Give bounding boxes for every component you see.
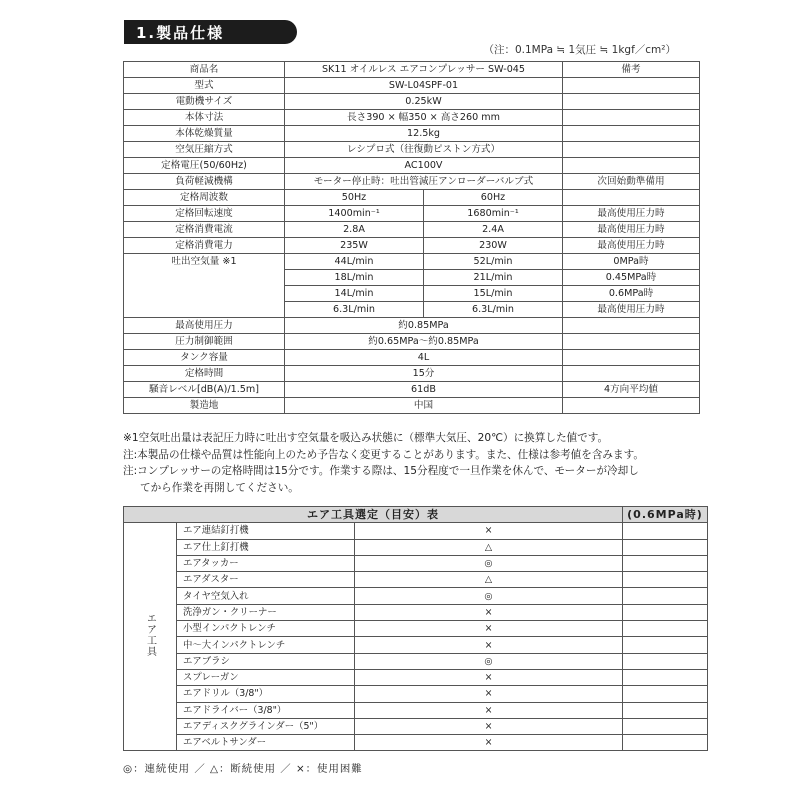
tool-mark: × [355, 669, 623, 685]
spec-value: 0.25kW [285, 94, 563, 110]
tool-remark [623, 702, 708, 718]
spec-label: タンク容量 [124, 350, 285, 366]
tool-row [124, 702, 708, 718]
spec-value-50hz: 14L/min [285, 286, 424, 302]
tools-side-label: エア工具 [124, 523, 177, 751]
spec-value: 約0.85MPa [285, 318, 563, 334]
spec-value-50hz: 44L/min [285, 254, 424, 270]
tool-name: エアダスター [177, 572, 355, 588]
spec-value-50hz: 6.3L/min [285, 302, 424, 318]
spec-remark [563, 318, 700, 334]
spec-table [123, 61, 700, 414]
spec-row [124, 302, 700, 318]
spec-label: 本体乾燥質量 [124, 126, 285, 142]
spec-row [124, 382, 700, 398]
spec-value: レシプロ式（往復動ピストン方式） [285, 142, 563, 158]
spec-label: 定格消費電流 [124, 222, 285, 238]
tool-mark: △ [355, 539, 623, 555]
tool-remark [623, 555, 708, 571]
spec-label: 騒音レベル[dB(A)/1.5m] [124, 382, 285, 398]
spec-remark [563, 398, 700, 414]
spec-remark: 備考 [563, 62, 700, 78]
spec-remark [563, 94, 700, 110]
spec-value: AC100V [285, 158, 563, 174]
tool-mark: ◎ [355, 653, 623, 669]
spec-label: 型式 [124, 78, 285, 94]
spec-row [124, 174, 700, 190]
spec-remark [563, 350, 700, 366]
tool-name: エアディスクグラインダー（5"） [177, 718, 355, 734]
unit-note: （注：0.1MPa ≒ 1気圧 ≒ 1kgf／cm²） [483, 44, 676, 56]
spec-label: 製造地 [124, 398, 285, 414]
tools-condition: (0.6MPa時) [623, 507, 708, 523]
spec-value: 12.5kg [285, 126, 563, 142]
spec-row [124, 126, 700, 142]
spec-value: 中国 [285, 398, 563, 414]
spec-row [124, 366, 700, 382]
tool-remark [623, 621, 708, 637]
tool-remark [623, 653, 708, 669]
tool-name: エア連結釘打機 [177, 523, 355, 539]
spec-value: 61dB [285, 382, 563, 398]
spec-label: 電動機サイズ [124, 94, 285, 110]
spec-value-60hz: 21L/min [424, 270, 563, 286]
spec-remark: 4方向平均値 [563, 382, 700, 398]
tool-name: エアベルトサンダー [177, 735, 355, 751]
spec-value-60hz: 230W [424, 238, 563, 254]
tool-remark [623, 686, 708, 702]
spec-row [124, 142, 700, 158]
tool-row [124, 604, 708, 620]
spec-row [124, 222, 700, 238]
tool-mark: × [355, 735, 623, 751]
spec-remark: 最高使用圧力時 [563, 222, 700, 238]
tool-remark [623, 669, 708, 685]
spec-value-60hz: 6.3L/min [424, 302, 563, 318]
tool-row [124, 539, 708, 555]
spec-label: 定格電圧(50/60Hz) [124, 158, 285, 174]
spec-remark [563, 334, 700, 350]
spec-value: SW-L04SPF-01 [285, 78, 563, 94]
spec-remark [563, 190, 700, 206]
spec-remark [563, 142, 700, 158]
spec-row [124, 398, 700, 414]
spec-value-50hz: 18L/min [285, 270, 424, 286]
spec-label-continued [124, 286, 285, 302]
tool-name: スプレーガン [177, 669, 355, 685]
spec-label: 本体寸法 [124, 110, 285, 126]
spec-remark [563, 366, 700, 382]
spec-row [124, 334, 700, 350]
spec-value-60hz: 2.4A [424, 222, 563, 238]
spec-value: SK11 オイルレス エアコンプレッサー SW-045 [285, 62, 563, 78]
spec-row [124, 62, 700, 78]
spec-value: 約0.65MPa〜約0.85MPa [285, 334, 563, 350]
spec-remark: 最高使用圧力時 [563, 206, 700, 222]
tool-name: エアブラシ [177, 653, 355, 669]
spec-row [124, 110, 700, 126]
spec-value: 長さ390 × 幅350 × 高さ260 mm [285, 110, 563, 126]
spec-remark: 次回始動準備用 [563, 174, 700, 190]
tool-mark: △ [355, 572, 623, 588]
air-tool-selection-table [123, 506, 708, 751]
tool-remark [623, 637, 708, 653]
spec-value-60hz: 60Hz [424, 190, 563, 206]
spec-row [124, 206, 700, 222]
spec-row [124, 254, 700, 270]
tools-header-row [124, 507, 708, 523]
tool-row [124, 718, 708, 734]
spec-value-60hz: 15L/min [424, 286, 563, 302]
spec-label: 空気圧縮方式 [124, 142, 285, 158]
spec-remark: 0.6MPa時 [563, 286, 700, 302]
tool-mark: × [355, 702, 623, 718]
spec-value-60hz: 1680min⁻¹ [424, 206, 563, 222]
spec-row [124, 78, 700, 94]
spec-value-50hz: 2.8A [285, 222, 424, 238]
spec-label: 吐出空気量 ※1 [124, 254, 285, 270]
tool-mark: × [355, 718, 623, 734]
tool-row [124, 572, 708, 588]
section-title-bar [124, 20, 297, 44]
tool-mark: ◎ [355, 555, 623, 571]
note-line: てから作業を再開してください。 [140, 481, 299, 494]
spec-notes [123, 430, 683, 496]
spec-label: 負荷軽減機構 [124, 174, 285, 190]
spec-label: 定格周波数 [124, 190, 285, 206]
tool-mark: × [355, 637, 623, 653]
tools-title: エア工具選定（目安）表 [124, 507, 623, 523]
spec-row [124, 350, 700, 366]
spec-remark [563, 110, 700, 126]
spec-value-50hz: 1400min⁻¹ [285, 206, 424, 222]
spec-value: モーター停止時：吐出管減圧アンローダーバルブ式 [285, 174, 563, 190]
spec-row [124, 94, 700, 110]
tool-remark [623, 718, 708, 734]
tool-remark [623, 735, 708, 751]
spec-label-continued [124, 270, 285, 286]
mark-legend: ◎：連続使用 ／ △：断続使用 ／ ×：使用困難 [123, 763, 363, 775]
spec-value: 4L [285, 350, 563, 366]
tool-mark: × [355, 686, 623, 702]
tool-mark: × [355, 523, 623, 539]
spec-label: 圧力制御範囲 [124, 334, 285, 350]
spec-remark: 0.45MPa時 [563, 270, 700, 286]
note-line: 注:本製品の仕様や品質は性能向上のため予告なく変更することがあります。また、仕様は参考値を含みます。 [123, 448, 644, 461]
spec-row [124, 190, 700, 206]
tool-name: エアドリル（3/8"） [177, 686, 355, 702]
tool-row [124, 555, 708, 571]
spec-value: 15分 [285, 366, 563, 382]
note-line: 注:コンプレッサーの定格時間は15分です。作業する際は、15分程度で一旦作業を休んで、モーターが冷却し [123, 465, 639, 477]
spec-label: 最高使用圧力 [124, 318, 285, 334]
tool-name: 小型インパクトレンチ [177, 621, 355, 637]
tool-mark: ◎ [355, 588, 623, 604]
spec-remark [563, 126, 700, 142]
tool-row [124, 523, 708, 539]
tool-mark: × [355, 621, 623, 637]
tool-row [124, 653, 708, 669]
spec-value-50hz: 235W [285, 238, 424, 254]
spec-row [124, 318, 700, 334]
spec-label: 商品名 [124, 62, 285, 78]
spec-remark [563, 78, 700, 94]
note-line: ※1空気吐出量は表記圧力時に吐出す空気量を吸込み状態に（標準大気圧、20℃）に換算した値です。 [123, 432, 609, 444]
tool-row [124, 686, 708, 702]
spec-value-50hz: 50Hz [285, 190, 424, 206]
tool-name: タイヤ空気入れ [177, 588, 355, 604]
tool-row [124, 735, 708, 751]
spec-label-continued [124, 302, 285, 318]
spec-label: 定格回転速度 [124, 206, 285, 222]
tool-remark [623, 588, 708, 604]
tool-remark [623, 523, 708, 539]
spec-remark: 0MPa時 [563, 254, 700, 270]
section-title: 1.製品仕様 [136, 24, 225, 42]
spec-row [124, 238, 700, 254]
spec-row [124, 158, 700, 174]
tool-row [124, 637, 708, 653]
spec-row [124, 286, 700, 302]
tool-remark [623, 572, 708, 588]
spec-row [124, 270, 700, 286]
tool-row [124, 669, 708, 685]
tool-name: エア仕上釘打機 [177, 539, 355, 555]
tool-name: 洗浄ガン・クリーナー [177, 604, 355, 620]
spec-remark: 最高使用圧力時 [563, 238, 700, 254]
tool-name: エアドライバー（3/8"） [177, 702, 355, 718]
spec-remark [563, 158, 700, 174]
tool-remark [623, 539, 708, 555]
tool-row [124, 588, 708, 604]
spec-value-60hz: 52L/min [424, 254, 563, 270]
tool-name: 中〜大インパクトレンチ [177, 637, 355, 653]
tool-row [124, 621, 708, 637]
spec-remark: 最高使用圧力時 [563, 302, 700, 318]
spec-label: 定格時間 [124, 366, 285, 382]
tool-mark: × [355, 604, 623, 620]
tool-remark [623, 604, 708, 620]
tool-name: エアタッカー [177, 555, 355, 571]
spec-label: 定格消費電力 [124, 238, 285, 254]
